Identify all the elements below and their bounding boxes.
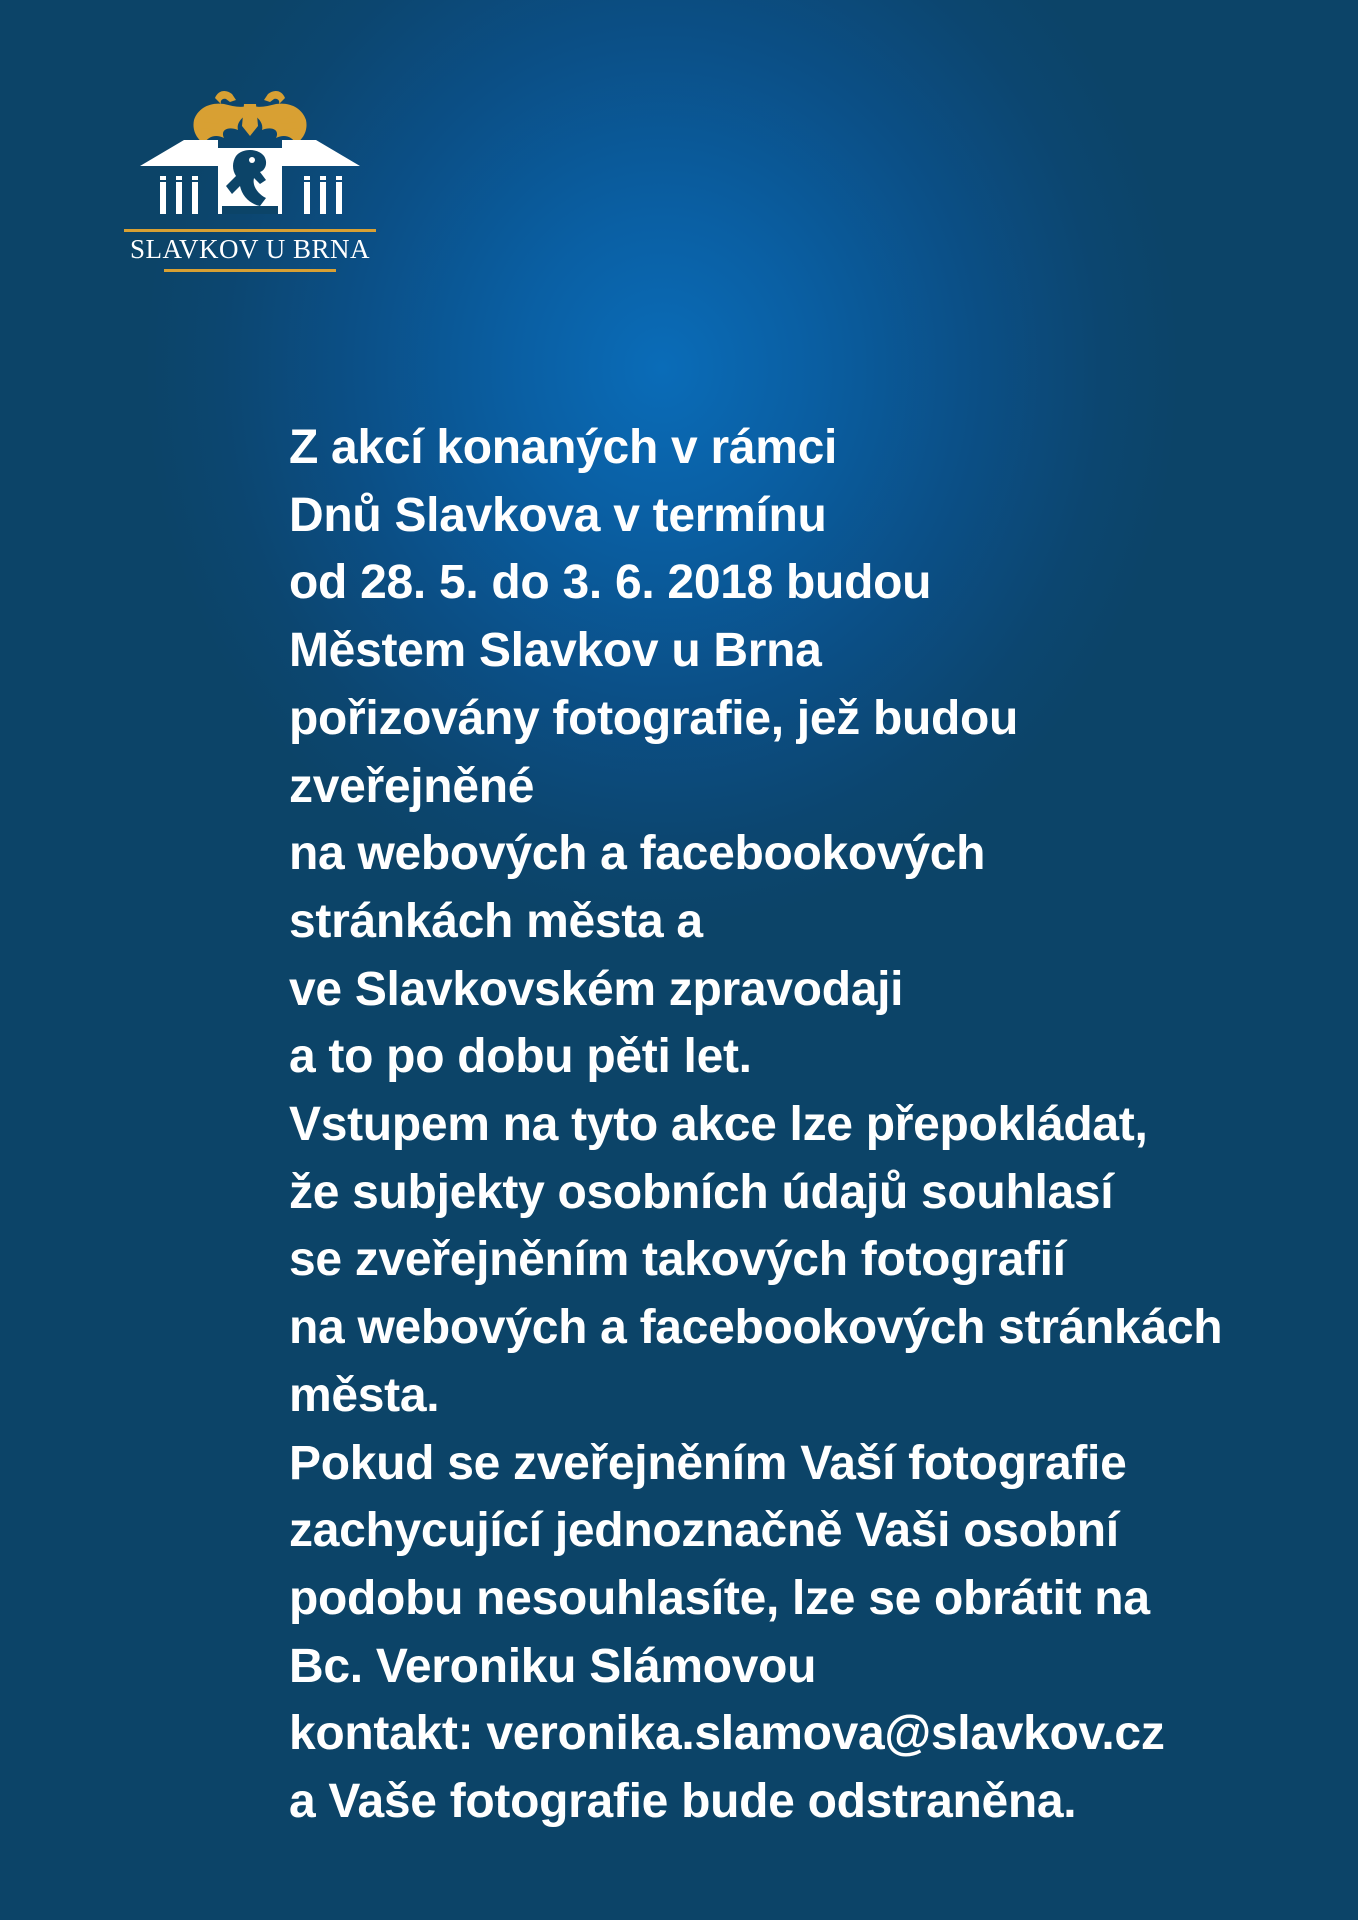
notice-line: podobu nesouhlasíte, lze se obrátit na <box>289 1571 1150 1625</box>
notice-line: se zveřejněním takových fotografií <box>289 1233 1066 1287</box>
notice-line: ve Slavkovském zpravodaji <box>289 962 904 1016</box>
notice-line: Vstupem na tyto akce lze přepokládat, <box>289 1098 1148 1152</box>
notice-line: a to po dobu pěti let. <box>289 1030 752 1084</box>
logo-text: SLAVKOV U BRNA <box>129 234 371 264</box>
notice-line: pořizovány fotografie, jež budou <box>289 691 1019 745</box>
notice-line: kontakt: veronika.slamova@slavkov.cz <box>289 1707 1165 1761</box>
notice-line: Dnů Slavkova v termínu <box>289 488 827 542</box>
privacy-notice <box>289 414 1349 1836</box>
logo-rule-top <box>124 229 376 232</box>
eagle-icon <box>193 91 306 144</box>
notice-line: že subjekty osobních údajů souhlasí <box>289 1165 1114 1219</box>
notice-line: Z akcí konaných v rámci <box>289 421 838 474</box>
notice-line: zveřejněné <box>289 759 535 813</box>
notice-line: stránkách města a <box>289 894 703 948</box>
notice-line: na webových a facebookových stránkách <box>289 1301 1223 1355</box>
notice-line: zachycující jednoznačně Vaši osobní <box>289 1504 1119 1558</box>
notice-line: Bc. Veroniku Slámovou <box>289 1639 817 1693</box>
notice-line: města. <box>289 1368 440 1422</box>
notice-line: od 28. 5. do 3. 6. 2018 budou <box>289 556 932 610</box>
notice-line: Městem Slavkov u Brna <box>289 624 822 678</box>
notice-line: na webových a facebookových <box>289 827 986 881</box>
city-logo <box>120 86 380 278</box>
notice-line: a Vaše fotografie bude odstraněna. <box>289 1775 1077 1829</box>
logo-rule-bottom <box>164 269 336 272</box>
notice-line: Pokud se zveřejněním Vaší fotografie <box>289 1436 1127 1490</box>
